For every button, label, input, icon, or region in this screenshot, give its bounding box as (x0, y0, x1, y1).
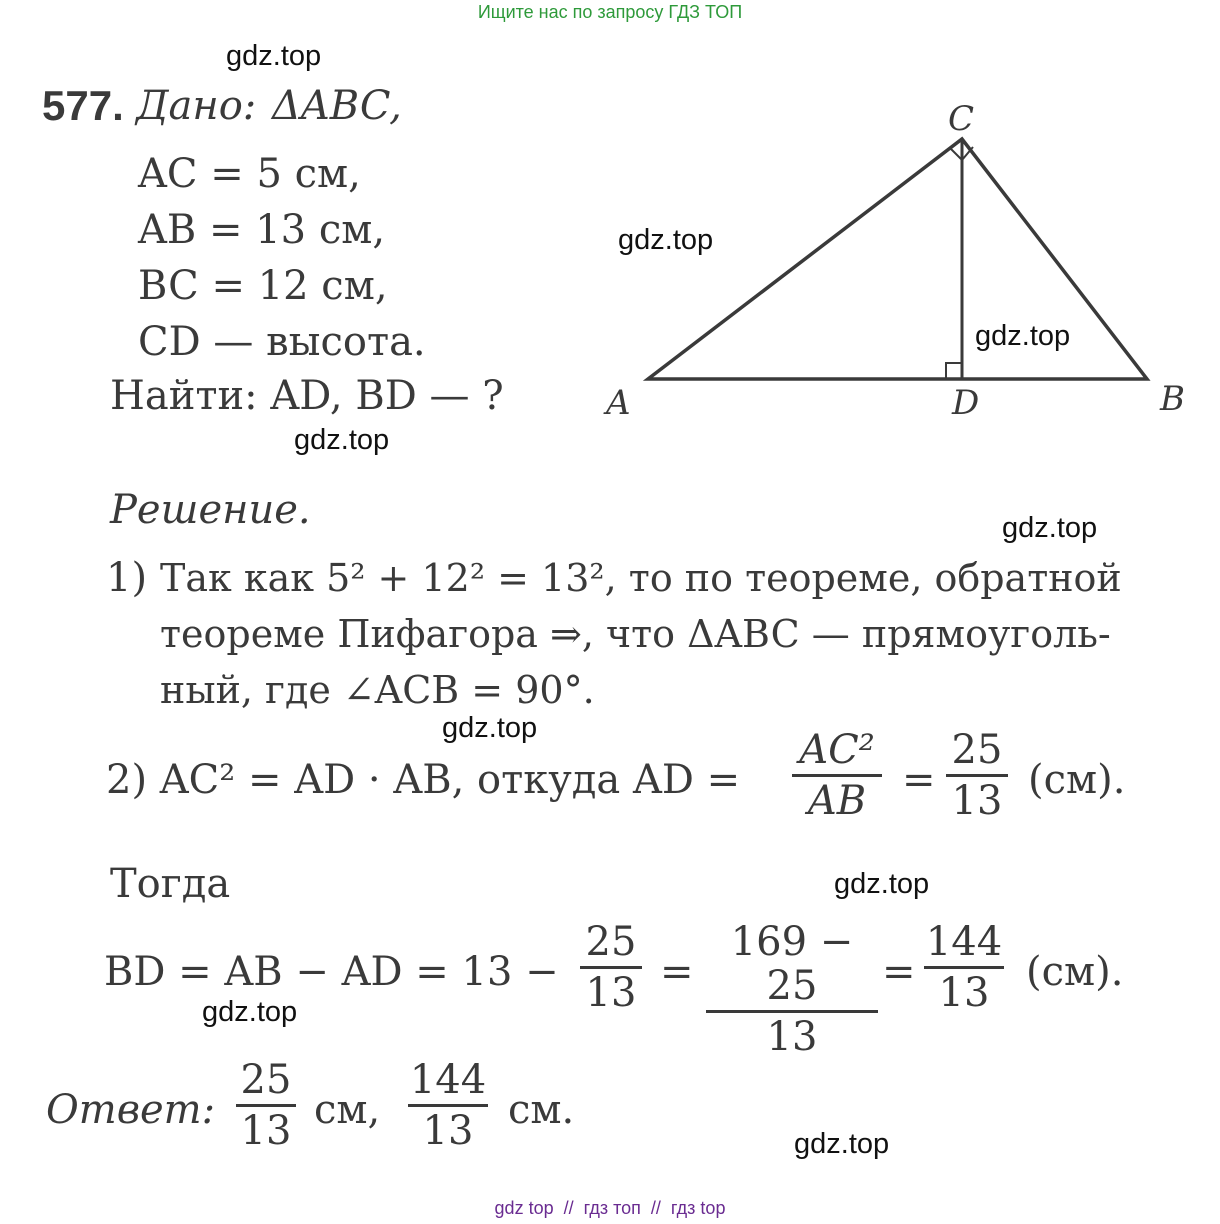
fraction-denominator: 13 (240, 1108, 292, 1154)
watermark: gdz.top (226, 40, 322, 72)
fraction-144-13 (924, 920, 1004, 1015)
step1-line: Так как 5² + 12² = 13², то по теореме, обратной (160, 556, 1122, 600)
answer-label: Ответ: (46, 1087, 216, 1133)
equals-sign: = (660, 949, 694, 995)
fraction-bar (706, 1010, 878, 1013)
fraction-ac2-ab (792, 728, 882, 823)
unit-label: (см). (1026, 949, 1124, 995)
header-banner[interactable]: Ищите нас по запросу ГДЗ ТОП (477, 2, 743, 22)
problem-number: 577. (42, 82, 124, 129)
fraction-bar (408, 1104, 488, 1107)
step-number: 1) (106, 555, 148, 601)
label-d: D (952, 383, 980, 423)
fraction-denominator: 13 (585, 970, 637, 1016)
answer-unit: см, (314, 1087, 381, 1133)
fraction-numerator: 25 (240, 1057, 292, 1103)
bd-prefix: BD = AB − AD = 13 − (104, 949, 559, 995)
watermark: gdz.top (294, 424, 390, 456)
right-angle-d (946, 363, 962, 379)
fraction-bar (924, 966, 1004, 969)
step2-prefix: 2) AC² = AD · AB, откуда AD = (106, 757, 741, 803)
fraction-denominator: 13 (938, 970, 990, 1016)
given-label: Дано: (136, 83, 257, 129)
fraction-numerator: 25 (585, 919, 637, 965)
fraction-numerator: 169 − 25 (730, 919, 854, 1009)
label-b: B (1160, 379, 1185, 419)
equals-sign: = (882, 949, 916, 995)
given-line: AC = 5 см, (138, 151, 361, 197)
watermark: gdz.top (202, 996, 298, 1028)
fraction-denominator: 13 (422, 1108, 474, 1154)
solution-heading: Решение. (110, 487, 311, 533)
fraction-numerator: 144 (409, 1057, 487, 1103)
given-line: AB = 13 см, (138, 207, 386, 253)
fraction-bar (792, 774, 882, 777)
fraction-25-13 (580, 920, 642, 1015)
watermark: gdz.top (618, 224, 714, 256)
fraction-denominator: 13 (951, 778, 1003, 824)
triangle-figure (600, 100, 1200, 440)
fraction-bar (580, 966, 642, 969)
fraction-bar (946, 774, 1008, 777)
given-triangle: ΔABC, (272, 83, 402, 129)
step1-line: ный, где ∠ACB = 90°. (160, 668, 595, 712)
answer-fraction-bd (408, 1058, 488, 1153)
label-c: C (948, 100, 975, 139)
watermark: gdz.top (1002, 512, 1098, 544)
equals-sign: = (902, 757, 936, 803)
watermark: gdz.top (794, 1128, 890, 1160)
fraction-numerator: AC² (799, 727, 875, 773)
fraction-denominator: 13 (766, 1014, 818, 1060)
watermark: gdz.top (834, 868, 930, 900)
unit-label: (см). (1028, 757, 1126, 803)
then-label: Тогда (110, 861, 231, 907)
fraction-numerator: 25 (951, 727, 1003, 773)
label-a: A (606, 383, 631, 423)
watermark: gdz.top (975, 320, 1071, 352)
fraction-bar (236, 1104, 296, 1107)
watermark: gdz.top (442, 712, 538, 744)
triangle-abc (648, 139, 1147, 379)
fraction-numerator: 144 (925, 919, 1003, 965)
footer-links[interactable]: gdz top // гдз топ // гдз top (494, 1198, 726, 1218)
fraction-169-25-13 (706, 920, 878, 1059)
answer-unit: см. (508, 1087, 575, 1133)
find-line: Найти: AD, BD — ? (110, 373, 504, 419)
given-line: BC = 12 см, (138, 263, 388, 309)
given-line: CD — высота. (138, 319, 426, 365)
step1-line: теореме Пифагора ⇒, что ΔABC — прямоуголь- (160, 612, 1111, 656)
answer-fraction-ad (236, 1058, 296, 1153)
fraction-denominator: AB (807, 778, 867, 824)
fraction-25-13 (946, 728, 1008, 823)
